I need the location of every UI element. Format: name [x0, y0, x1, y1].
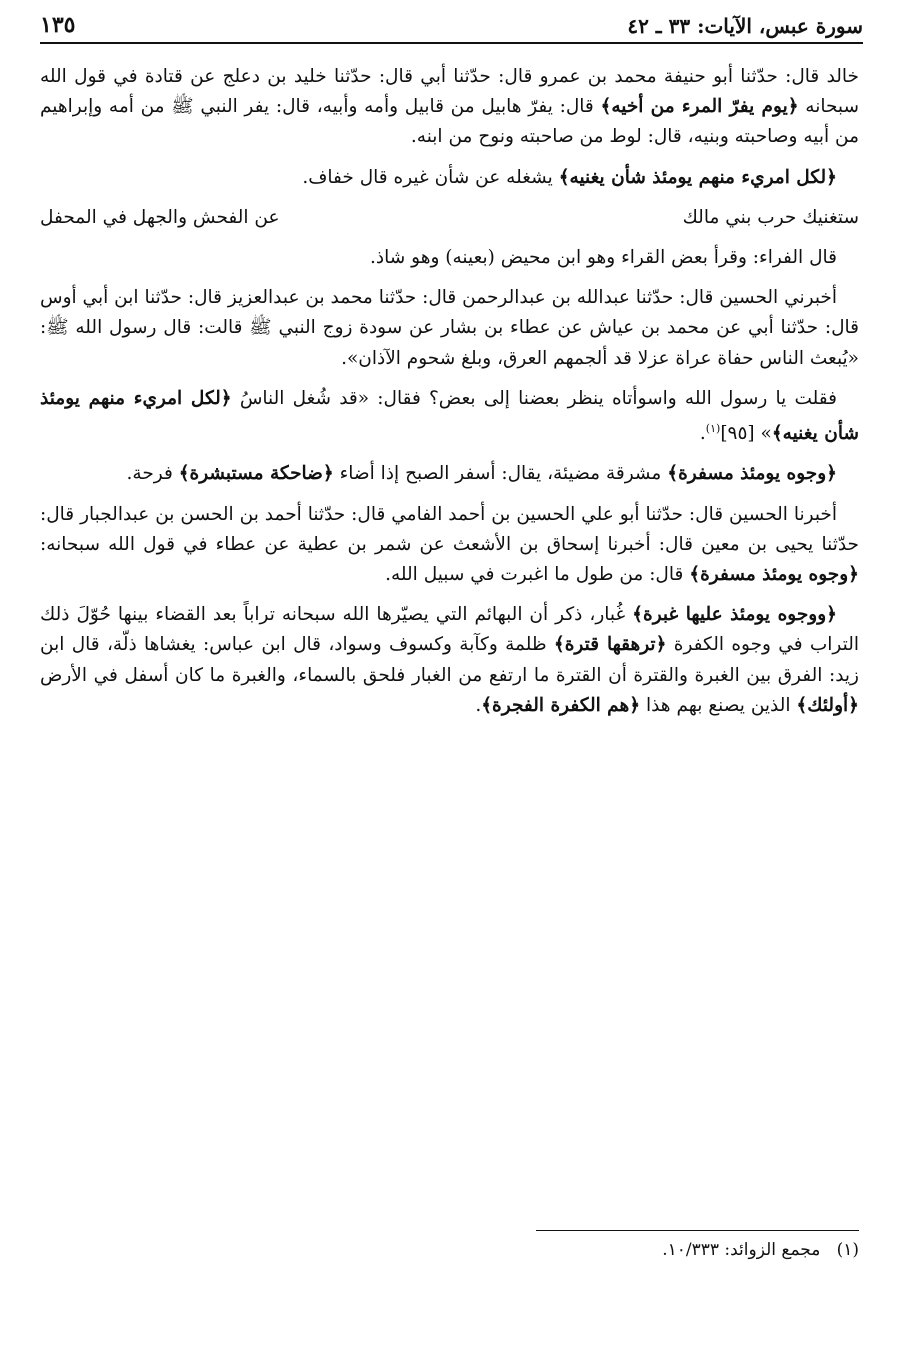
poetry-verse [40, 203, 859, 233]
paragraph [40, 62, 859, 153]
text-run: قال الفراء: وقرأ بعض القراء وهو ابن محيض (بعينه) وهو شاذ. [370, 247, 837, 269]
quran-quote: ﴿ضاحكة مستبشرة﴾ [178, 463, 334, 485]
verse-second-hemistich: عن الفحش والجهل في المحفل [40, 206, 280, 228]
page-number: ١٣٥ [40, 12, 76, 38]
text-run: الذين يصنع بهم هذا [640, 694, 797, 716]
quran-quote: ﴿وجوه يومئذ مسفرة﴾ [689, 564, 859, 585]
quran-quote: ﴿وجوه يومئذ مسفرة﴾ [667, 463, 837, 485]
text-block-1 [40, 62, 859, 193]
footnote-text: مجمع الزوائد: ١٠/٣٣٣. [662, 1240, 821, 1260]
paragraph [40, 163, 859, 193]
footnote-divider [536, 1230, 859, 1231]
paragraph [40, 500, 859, 591]
verse-first-hemistich: ستغنيك حرب بني مالك [682, 206, 859, 228]
footnote [40, 1240, 859, 1260]
footnote-marker: (١) [836, 1240, 859, 1260]
running-title: سورة عبس، الآيات: ٣٣ ـ ٤٢ [627, 14, 863, 38]
quran-quote: ﴿لكل امريء منهم يومئذ شأن يغنيه﴾ [558, 166, 837, 188]
text-run: مشرقة مضيئة، يقال: أسفر الصبح إذا أضاء [333, 463, 668, 485]
footnote-ref: (١) [705, 422, 721, 436]
paragraph [40, 600, 859, 721]
text-run: غُبار، ذكر أن البهائم التي يصيّرها الله سبحانه تراباً بعد القضاء بينها حُوّلَ ذلك التراب في وجوه الكفرة [40, 604, 859, 656]
text-run: خالد قال: حدّثنا أبو حنيفة محمد بن عمرو قال: حدّثنا أبي قال: حدّثنا خليد بن دعلج عن قتادة في قول الله سبحانه [40, 66, 859, 118]
quran-quote: ﴿يوم يفرّ المرء من أخيه﴾ [600, 96, 799, 118]
text-run: أخبرني الحسين قال: حدّثنا عبدالله بن عبدالرحمن قال: حدّثنا محمد بن عبدالعزيز قال: حدّثنا ابن أبي أوس قال: حدّثنا أبي عن محمد بن عياش عن عطاء بن بشار عن سودة زوج النبي ﷺ قالت: قال رسول الله ﷺ: «يُبعث الناس حفاة عراة عزلا قد ألجمهم العرق، وبلغ شحوم الآذان». [40, 287, 859, 369]
text-run: يشغله عن شأن غيره قال خفاف. [302, 166, 559, 188]
text-run: فرحة. [126, 463, 179, 485]
text-run: أخبرنا الحسين قال: حدّثنا أبو علي الحسين بن أحمد الفامي قال: حدّثنا أحمد بن الحسن بن عبدالجبار قال: حدّثنا يحيى بن معين قال: أخبرنا إسحاق بن الأشعث عن شمر بن عطية عن عطاء في قول الله سبحانه: [40, 503, 859, 555]
text-run: ظلمة وكآبة وكسوف وسواد، قال ابن عباس: يغشاها ذلّة، قال ابن زيد: الفرق بين الغبرة والقترة أن القترة ما ارتفع من الغبار فلحق بالسماء، والغبرة ما كان أسفل في الأرض [40, 634, 859, 686]
quran-quote: ﴿ترهقها قترة﴾ [553, 634, 667, 656]
quran-quote: ﴿هم الكفرة الفجرة﴾ [481, 694, 641, 716]
page-header [40, 4, 863, 44]
paragraph [40, 283, 859, 374]
paragraph [40, 384, 859, 450]
paragraph [40, 243, 859, 273]
text-run: فقلت يا رسول الله واسوأتاه ينظر بعضنا إلى بعض؟ فقال: «قد شُغل الناسُ [231, 387, 837, 409]
quran-quote: ﴿ووجوه يومئذ عليها غبرة﴾ [632, 604, 837, 626]
quran-quote: ﴿لكل امريء منهم يومئذ شأن يغنيه﴾ [40, 387, 859, 445]
text-run: . [475, 694, 482, 716]
text-run: » [٩٥] [720, 423, 772, 445]
text-run: . [699, 423, 706, 445]
text-block-2 [40, 243, 859, 721]
text-run: قال: يفرّ هابيل من قابيل وأمه وأبيه، قال: يفر النبي ﷺ من أمه وإبراهيم من أبيه وصاحبته وبنيه، قال: لوط من صاحبته ونوح من ابنه. [40, 96, 859, 148]
paragraph [40, 459, 859, 489]
quran-quote: ﴿أولئك﴾ [796, 694, 859, 716]
text-run: قال: من طول ما اغبرت في سبيل الله. [385, 564, 690, 585]
main-text [40, 62, 859, 731]
